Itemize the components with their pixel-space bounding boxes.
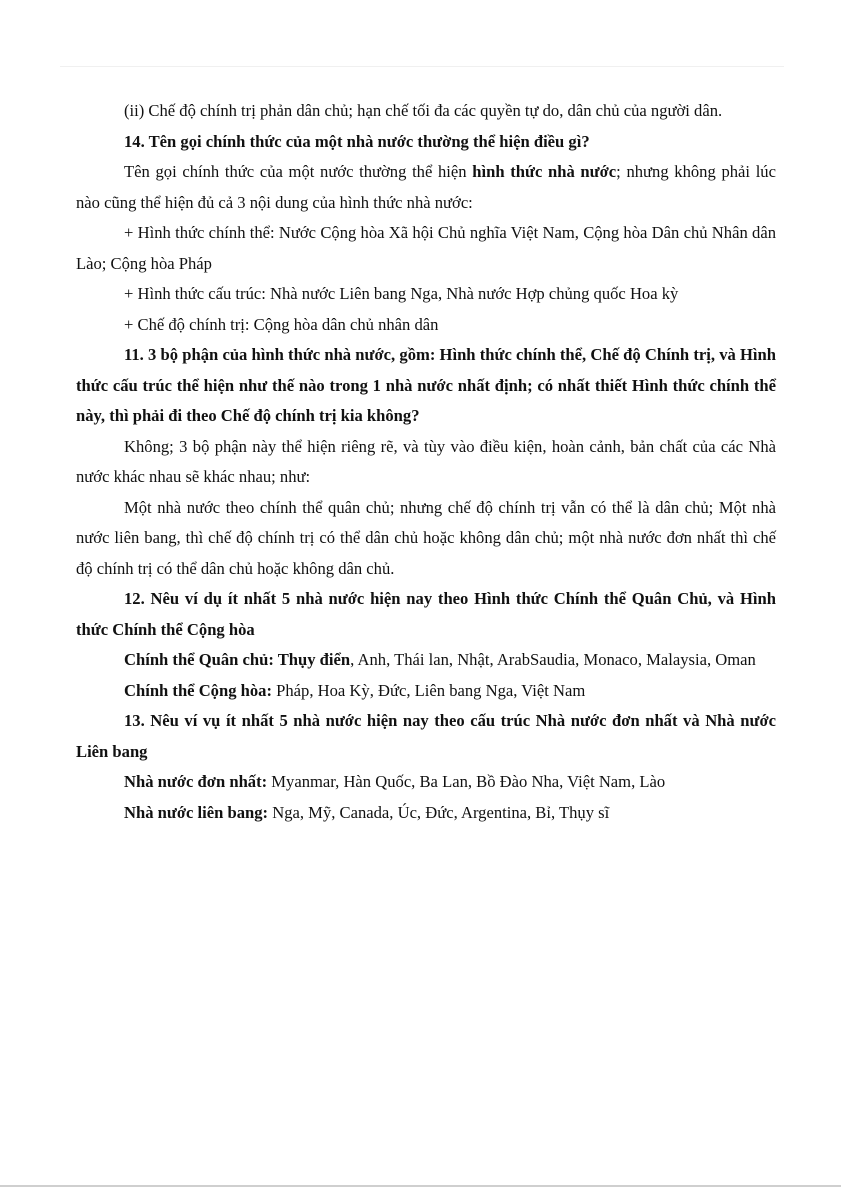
paragraph-answer-11: Không; 3 bộ phận này thể hiện riêng rẽ, và tùy vào điều kiện, hoàn cảnh, bản chất của các Nhà nước khác nhau sẽ khác nhau; như: [76, 436, 776, 486]
bold-term: Nhà nước liên bang: [124, 802, 269, 822]
question-14-heading: 14. Tên gọi chính thức của một nhà nước thường thể hiện điều gì? [124, 131, 590, 151]
bold-term: Chính thể Cộng hòa: [124, 680, 272, 700]
text-run: Tên gọi chính thức của một nước thường thể hiện [124, 162, 473, 181]
paragraph-official-name [76, 157, 776, 218]
bottom-divider [0, 1185, 841, 1187]
question-11-heading: 11. 3 bộ phận của hình thức nhà nước, gồm: Hình thức chính thể, Chế độ Chính trị, và Hình thức cấu trúc thể hiện như thế nào trong 1 nhà nước nhất định; có nhất thiết Hình thức chính thể này, thì phải đi theo Chế độ chính trị kia không? [76, 345, 776, 425]
top-divider [60, 66, 784, 67]
text-run: Nga, Mỹ, Canada, Úc, Đức, Argentina, Bỉ, Thụy sĩ [268, 802, 610, 822]
list-item-government-form: + Hình thức chính thể: Nước Cộng hòa Xã hội Chủ nghĩa Việt Nam, Cộng hòa Dân chủ Nhân dân Lào; Cộng hòa Pháp [76, 223, 776, 273]
paragraph-republic-examples [76, 676, 776, 707]
text-run: Myanmar, Hàn Quốc, Ba Lan, Bồ Đào Nha, Việt Nam, Lào [267, 772, 666, 791]
question-12-heading: 12. Nêu ví dụ ít nhất 5 nhà nước hiện nay theo Hình thức Chính thể Quân Chủ, và Hình thức Chính thể Cộng hòa [76, 589, 776, 639]
list-item-political-regime: + Chế độ chính trị: Cộng hòa dân chủ nhân dân [124, 314, 439, 334]
bold-term: Nhà nước đơn nhất: [124, 772, 268, 791]
paragraph-monarchy-examples [76, 645, 776, 676]
bold-term: hình thức nhà nước [472, 162, 617, 181]
paragraph-examples-11: Một nhà nước theo chính thể quân chủ; nhưng chế độ chính trị vẫn có thể là dân chủ; Một nhà nước liên bang, thì chế độ chính trị có thể dân chủ hoặc không dân chủ; một nhà nước đơn nhất thì chế độ chính trị có thể dân chủ hoặc không dân chủ. [76, 497, 776, 578]
list-item-structure-form: + Hình thức cấu trúc: Nhà nước Liên bang Nga, Nhà nước Hợp chủng quốc Hoa kỳ [124, 284, 679, 303]
paragraph-political-regime: (ii) Chế độ chính trị phản dân chủ; hạn chế tối đa các quyền tự do, dân chủ của người dân. [124, 101, 723, 120]
paragraph-unitary-examples [76, 767, 776, 798]
text-run: ; nhưng không phải lúc nào cũng thể hiện đủ cả 3 nội dung của hình thức nhà nước: [76, 162, 776, 212]
bold-term: Chính thể Quân chủ: Thụy điển [124, 650, 351, 669]
question-13-heading: 13. Nêu ví vụ ít nhất 5 nhà nước hiện nay theo cấu trúc Nhà nước đơn nhất và Nhà nước Liên bang [76, 711, 776, 761]
paragraph-federal-examples [76, 798, 776, 829]
text-run: Pháp, Hoa Kỳ, Đức, Liên bang Nga, Việt Nam [272, 680, 586, 700]
document-body [76, 96, 776, 828]
text-run: , Anh, Thái lan, Nhật, ArabSaudia, Monaco, Malaysia, Oman [350, 650, 756, 669]
